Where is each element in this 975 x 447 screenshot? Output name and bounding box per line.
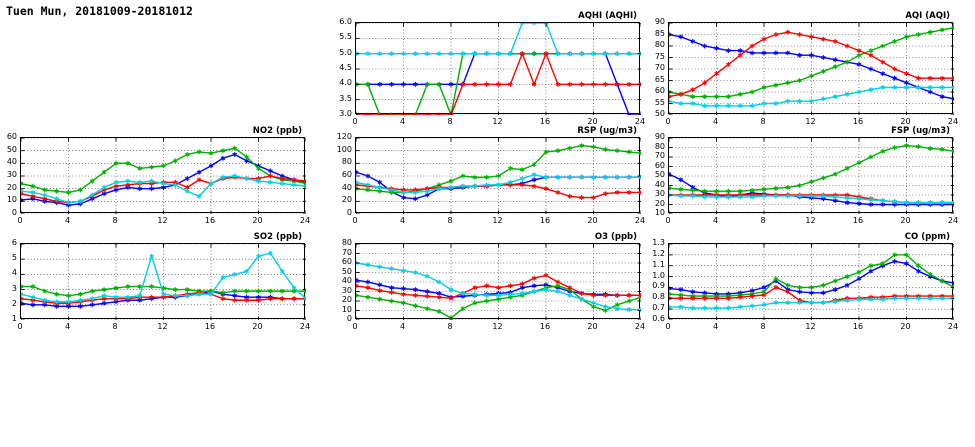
xtick-fsp-0: 0 [665,216,671,225]
ytick-aqi-8: 90 [654,17,665,26]
xtick-o3-6: 24 [634,322,646,331]
ytick-no2-6: 60 [6,132,17,141]
xtick-aqhi-5: 20 [587,117,598,126]
series-line-no2-1 [21,148,306,192]
xtick-fsp-2: 8 [760,216,766,225]
series-line-fsp-0 [669,174,954,204]
xtick-co-4: 16 [852,322,864,331]
ytick-co-0: 0.6 [652,314,665,323]
ytick-rsp-2: 40 [341,182,352,192]
series-markers-aqhi-2 [356,51,641,115]
series-line-no2-0 [21,154,306,205]
ytick-co-1: 0.7 [652,303,665,313]
ytick-fsp-3: 40 [654,179,665,189]
xtick-no2-1: 4 [64,216,71,225]
xtick-rsp-1: 4 [399,216,406,225]
xtick-fsp-5: 20 [900,216,911,225]
xtick-aqhi-3: 12 [492,117,503,126]
series-markers-fsp-3 [669,193,954,205]
xtick-o3-1: 4 [399,322,406,331]
series-markers-so2-3 [21,251,306,304]
series-markers-rsp-3 [356,172,641,195]
ytick-co-7: 1.3 [652,238,665,247]
xtick-so2-6: 24 [299,322,311,331]
series-line-aqi-1 [669,28,954,97]
series-markers-aqi-2 [669,30,954,99]
panel-title-o3: O3 (ppb) [594,232,637,242]
ytick-so2-5: 6 [11,238,17,247]
series-line-aqi-0 [669,35,954,99]
series-line-aqhi-1 [356,54,641,115]
ytick-o3-3: 30 [341,285,352,295]
series-markers-no2-1 [21,146,306,195]
xtick-rsp-2: 8 [447,216,453,225]
ytick-fsp-7: 80 [654,141,665,151]
page-title: Tuen Mun, 20181009-20181012 [6,4,193,18]
xtick-rsp-0: 0 [352,216,358,225]
ytick-no2-5: 50 [6,144,17,154]
ytick-o3-0: 0 [346,314,352,323]
series-line-aqi-3 [669,87,954,105]
ytick-aqi-4: 70 [654,63,665,72]
plot-area-rsp [355,137,640,213]
series-markers-o3-0 [356,278,641,300]
panel-title-no2: NO2 (ppb) [252,126,302,136]
ytick-fsp-0: 10 [654,208,665,217]
ytick-fsp-1: 20 [654,198,665,208]
ytick-rsp-3: 60 [341,170,352,179]
series-markers-aqi-0 [669,32,954,101]
series-markers-co-1 [669,252,954,298]
ytick-o3-4: 40 [341,276,352,285]
ytick-o3-2: 20 [341,295,352,304]
series-line-co-3 [669,298,954,308]
plot-area-o3 [355,243,640,319]
plot-area-co [668,243,953,319]
xtick-aqhi-4: 16 [539,117,551,126]
series-markers-no2-3 [21,174,306,205]
series-markers-aqhi-0 [356,51,641,115]
xtick-aqhi-1: 4 [399,117,406,126]
series-markers-o3-3 [356,261,641,312]
series-markers-so2-0 [21,289,306,309]
xtick-no2-3: 12 [157,216,168,225]
xtick-aqhi-0: 0 [352,117,358,126]
ytick-aqi-6: 80 [654,40,665,49]
xtick-aqhi-2: 8 [447,117,453,126]
xtick-aqi-2: 8 [760,117,766,126]
series-markers-so2-1 [21,284,306,298]
plot-area-no2 [20,137,305,213]
ytick-no2-4: 40 [6,157,17,167]
ytick-aqi-7: 85 [654,28,665,38]
xtick-aqi-5: 20 [900,117,911,126]
series-line-so2-1 [21,287,306,296]
plot-area-so2 [20,243,305,319]
series-markers-rsp-0 [356,170,641,201]
series-markers-aqhi-1 [356,51,641,115]
series-markers-no2-2 [21,174,306,205]
series-line-aqi-2 [669,32,954,96]
ytick-no2-3: 30 [6,170,17,179]
xtick-so2-3: 12 [157,322,168,331]
series-markers-fsp-1 [669,143,954,193]
ytick-co-3: 0.9 [652,281,665,291]
series-markers-aqi-3 [669,85,954,108]
series-line-co-0 [669,261,954,294]
xtick-aqi-4: 16 [852,117,864,126]
series-line-fsp-2 [669,195,954,203]
ytick-aqi-1: 55 [654,97,665,107]
xtick-aqi-1: 4 [712,117,719,126]
series-line-so2-0 [21,291,306,306]
xtick-so2-5: 20 [252,322,263,331]
panel-title-fsp: FSP (ug/m3) [891,126,950,136]
ytick-no2-2: 20 [6,182,17,192]
ytick-co-4: 1.0 [652,270,665,280]
ytick-o3-6: 60 [341,257,352,266]
xtick-fsp-3: 12 [805,216,816,225]
ytick-aqhi-5: 5.5 [339,32,352,42]
series-line-rsp-2 [356,185,641,198]
ytick-fsp-8: 90 [654,132,665,141]
xtick-rsp-4: 16 [539,216,551,225]
series-markers-aqi-1 [669,25,954,99]
ytick-fsp-5: 60 [654,160,665,170]
series-markers-fsp-2 [669,193,954,205]
xtick-rsp-6: 24 [634,216,646,225]
xtick-so2-0: 0 [17,322,23,331]
series-line-rsp-1 [356,146,641,193]
ytick-rsp-6: 120 [336,132,352,141]
series-line-rsp-0 [356,172,641,199]
ytick-rsp-5: 100 [336,144,352,154]
xtick-so2-4: 16 [204,322,216,331]
ytick-rsp-1: 20 [341,195,352,205]
ytick-rsp-4: 80 [341,157,352,167]
ytick-so2-3: 4 [11,268,17,278]
series-line-o3-0 [356,280,641,297]
series-line-no2-2 [21,176,306,203]
series-line-o3-3 [356,263,641,310]
ytick-rsp-0: 0 [346,208,352,217]
ytick-aqhi-4: 5.0 [339,47,352,57]
series-markers-rsp-2 [356,182,641,199]
series-line-so2-2 [21,293,306,304]
xtick-aqi-0: 0 [665,117,671,126]
ytick-so2-0: 1 [11,314,17,323]
xtick-aqi-6: 24 [947,117,959,126]
ytick-co-2: 0.8 [652,292,665,302]
series-line-o3-1 [356,286,641,318]
xtick-rsp-5: 20 [587,216,598,225]
xtick-no2-5: 20 [252,216,263,225]
ytick-fsp-4: 50 [654,170,665,179]
series-markers-rsp-1 [356,143,641,195]
series-markers-so2-2 [21,290,306,305]
plot-area-fsp [668,137,953,213]
xtick-o3-0: 0 [352,322,358,331]
xtick-co-6: 24 [947,322,959,331]
panel-title-aqhi: AQHI (AQHI) [578,11,637,21]
series-line-fsp-3 [669,195,954,203]
ytick-so2-4: 5 [11,253,17,263]
ytick-aqi-2: 60 [654,86,665,95]
series-line-co-1 [669,255,954,296]
series-markers-o3-2 [356,273,641,301]
series-line-rsp-3 [356,175,641,193]
xtick-o3-4: 16 [539,322,551,331]
xtick-no2-6: 24 [299,216,311,225]
xtick-aqhi-6: 24 [634,117,646,126]
xtick-o3-3: 12 [492,322,503,331]
ytick-o3-1: 10 [341,304,352,314]
xtick-so2-2: 8 [112,322,118,331]
ytick-so2-1: 2 [11,298,17,308]
panel-title-so2: SO2 (ppb) [253,232,302,242]
plot-area-aqi [668,22,953,114]
xtick-no2-0: 0 [17,216,23,225]
ytick-aqhi-3: 4.5 [339,63,352,72]
xtick-fsp-4: 16 [852,216,864,225]
series-line-o3-2 [356,275,641,298]
panel-title-co: CO (ppm) [904,232,950,242]
ytick-fsp-6: 70 [654,151,665,160]
ytick-aqhi-2: 4.0 [339,78,352,88]
series-markers-fsp-0 [669,172,954,207]
xtick-co-5: 20 [900,322,911,331]
ytick-aqi-3: 65 [654,74,665,84]
xtick-co-1: 4 [712,322,719,331]
series-line-no2-3 [21,176,306,203]
series-line-co-2 [669,287,954,302]
ytick-fsp-2: 30 [654,189,665,198]
xtick-fsp-1: 4 [712,216,719,225]
panel-title-aqi: AQI (AQI) [905,11,950,21]
series-line-fsp-1 [669,146,954,192]
xtick-rsp-3: 12 [492,216,503,225]
ytick-o3-5: 50 [341,266,352,276]
xtick-no2-2: 8 [112,216,118,225]
series-line-aqhi-3 [356,23,641,54]
plot-area-aqhi [355,22,640,114]
ytick-aqi-0: 50 [654,109,665,118]
xtick-no2-4: 16 [204,216,216,225]
xtick-o3-2: 8 [447,322,453,331]
xtick-co-2: 8 [760,322,766,331]
ytick-co-6: 1.2 [652,248,665,258]
ytick-co-5: 1.1 [652,259,665,269]
ytick-aqhi-1: 3.5 [339,93,352,103]
series-line-aqhi-2 [356,54,641,115]
series-markers-co-2 [669,285,954,305]
xtick-aqi-3: 12 [805,117,816,126]
series-markers-co-0 [669,259,954,296]
ytick-aqi-5: 75 [654,51,665,61]
ytick-no2-0: 0 [11,208,17,217]
xtick-co-3: 12 [805,322,816,331]
ytick-o3-7: 70 [341,247,352,257]
ytick-no2-1: 10 [6,195,17,205]
series-line-so2-3 [21,253,306,302]
ytick-aqhi-6: 6.0 [339,17,352,26]
series-markers-aqhi-3 [356,23,641,56]
series-markers-no2-0 [21,152,306,207]
ytick-o3-8: 80 [341,238,352,247]
series-line-aqhi-0 [356,54,641,115]
ytick-aqhi-0: 3.0 [339,109,352,118]
xtick-co-0: 0 [665,322,671,331]
ytick-so2-2: 3 [11,283,17,293]
series-markers-o3-1 [356,283,641,320]
panel-title-rsp: RSP (ug/m3) [577,126,637,136]
xtick-o3-5: 20 [587,322,598,331]
xtick-fsp-6: 24 [947,216,959,225]
series-markers-co-3 [669,296,954,311]
xtick-so2-1: 4 [64,322,71,331]
